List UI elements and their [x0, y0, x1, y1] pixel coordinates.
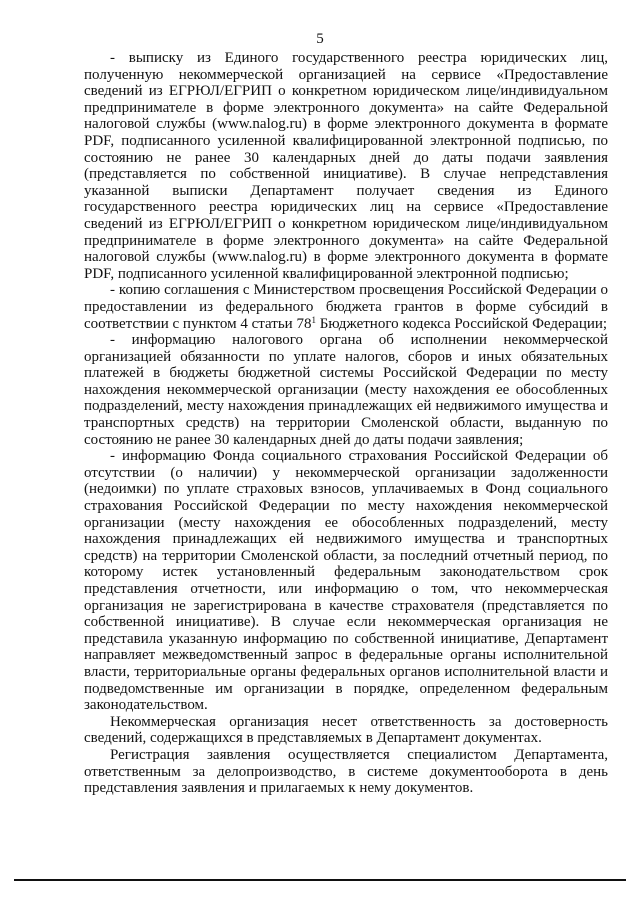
agreement-text: - копию соглашения с Министерством просвещения Российской Федерации о предоставлении из федерального бюджета грантов в форме субсидий в соответствии с пунктом 4 статьи 78: [84, 282, 608, 332]
paragraph-grant-agreement: [84, 282, 608, 332]
paragraph-responsibility: Некоммерческая организация несет ответственность за достоверность сведений, содержащихся в представляемых в Департамент документах.: [84, 713, 608, 747]
paragraph-tax-authority-info: - информацию налогового органа об исполнении некоммерческой организацией обязанности по уплате налогов, сборов и иных обязательных платежей в бюджеты бюджетной системы Российской Федерации по месту нахождения некоммерческой организации (месту нахождения ее обособленных подразделений, месту нахождения принадлежащих ей недвижимого имущества и транспортных средств) на территории Смоленской области, выданную по состоянию не ранее 30 календарных дней до даты подачи заявления;: [84, 332, 608, 448]
article-superscript: 1: [311, 314, 316, 325]
paragraph-registration: Регистрация заявления осуществляется специалистом Департамента, ответственным за делопроизводство, в системе документооборота в день представления заявления и прилагаемых к нему документов.: [84, 746, 608, 797]
page-number: 5: [316, 31, 324, 47]
document-body: [84, 50, 608, 797]
paragraph-social-insurance-info: - информацию Фонда социального страхования Российской Федерации об отсутствии (о наличии) у некоммерческой организации задолженности (недоимки) по уплате страховых взносов, уплачиваемых в Фонд социального страхования Российской Федерации по месту нахождения некоммерческой организации (месту нахождения ее обособленных подразделений, месту нахождения принадлежащих ей недвижимого имущества и транспортных средств) на территории Смоленской области, за последний отчетный период, по которому истек установленный федеральным законодательством срок представления отчетности, или информацию о том, что некоммерческая организация не зарегистрирована в качестве страхователя (представляется по собственной инициативе). В случае если некоммерческая организация не представила указанную информацию по собственной инициативе, Департамент направляет межведомственный запрос в федеральные органы исполнительной власти, территориальные органы федеральных органов исполнительной власти и подведомственные им организации в порядке, определенном федеральным законодательством.: [84, 448, 608, 714]
footer-divider: [14, 879, 626, 881]
agreement-text-tail: Бюджетного кодекса Российской Федерации;: [315, 315, 608, 332]
paragraph-egrul-extract: - выписку из Единого государственного реестра юридических лиц, полученную некоммерческой организацией на сервисе «Предоставление сведений из ЕГРЮЛ/ЕГРИП о конкретном юридическом лице/индивидуальном предпринимателе в форме электронного документа» на сайте Федеральной налоговой службы (www.nalog.ru) в форме электронного документа в формате PDF, подписанного усиленной квалифицированной электронной подписью, по состоянию не ранее 30 календарных дней до даты подачи заявления (представляется по собственной инициативе). В случае непредставления указанной выписки Департамент получает сведения из Единого государственного реестра юридических лиц на сервисе «Предоставление сведений из ЕГРЮЛ/ЕГРИП о конкретном юридическом лице/индивидуальном предпринимателе в форме электронного документа» на сайте Федеральной налоговой службы (www.nalog.ru) в форме электронного документа в формате PDF, подписанного усиленной квалифицированной электронной подписью;: [84, 50, 608, 282]
